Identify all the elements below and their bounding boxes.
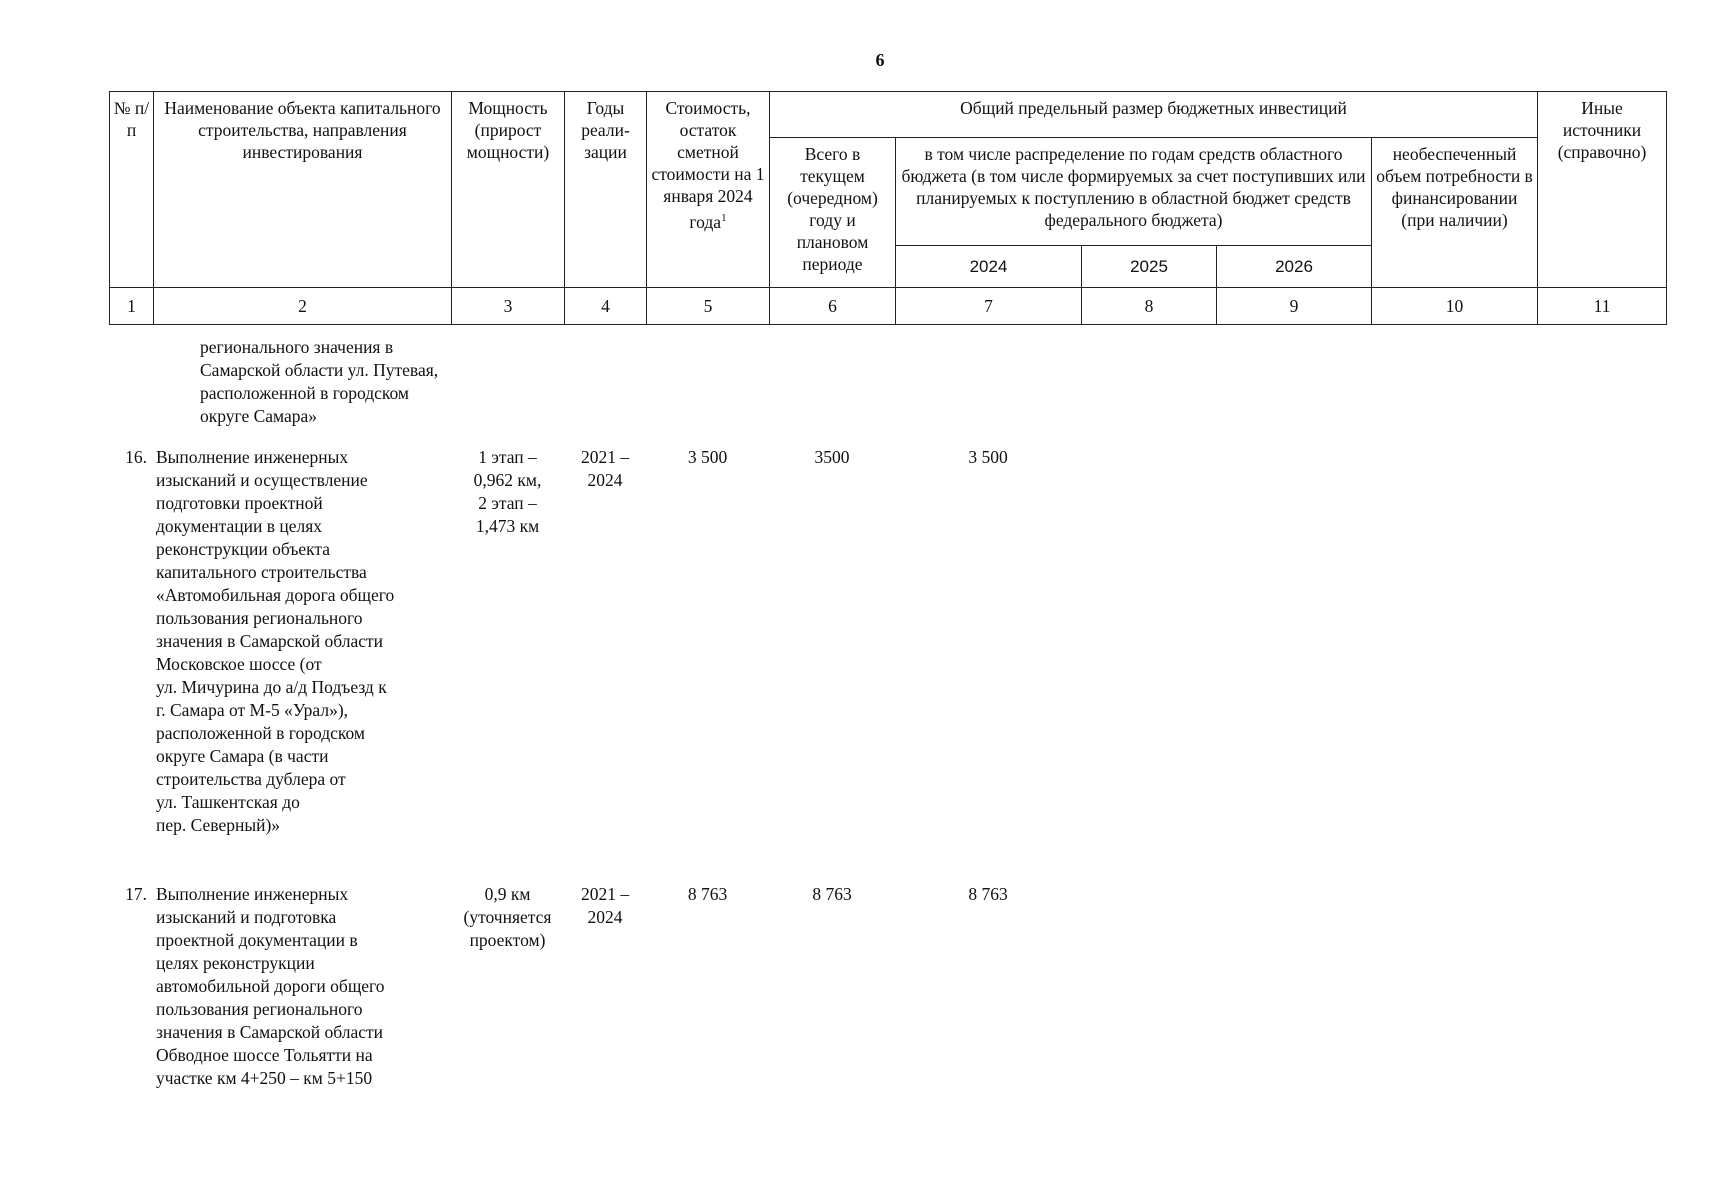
name-line: целях реконструкции [156, 953, 315, 973]
name-line: пер. Северный)» [156, 815, 281, 835]
header-year-2026: 2026 [1217, 246, 1372, 288]
row-years [564, 446, 646, 837]
table-row [109, 336, 1666, 428]
years-line: 2021 – [580, 884, 630, 904]
name-line: пользования регионального [156, 999, 363, 1019]
header-col-total: Всего в текущем (очередном) году и плановом периоде [770, 138, 896, 288]
row-total: 8 763 [812, 884, 852, 904]
power-line: 2 этап – [478, 493, 537, 513]
column-number: 4 [565, 288, 647, 325]
name-line: подготовки проектной [156, 493, 323, 513]
column-number: 11 [1538, 288, 1667, 325]
row-name [153, 446, 451, 837]
name-line: «Автомобильная дорога общего [156, 585, 395, 605]
row-number: 17. [125, 884, 147, 904]
header-col-unfunded: необеспеченный объем потребности в финансировании (при наличии) [1372, 138, 1538, 288]
header-col-cost-text: Стоимость, остаток сметной стоимости на 1 января 2024 года [651, 98, 765, 232]
column-number: 5 [647, 288, 770, 325]
name-line: капитального строительства [156, 562, 367, 582]
footnote-marker: 1 [721, 212, 727, 224]
name-line: значения в Самарской области [156, 1022, 383, 1042]
name-line: реконструкции объекта [156, 539, 331, 559]
header-col-years: Годы реали-зации [565, 92, 647, 288]
years-line: 2021 – [580, 447, 630, 467]
power-line: 1,473 км [475, 516, 540, 536]
name-line: пользования регионального [156, 608, 363, 628]
name-line: Московское шоссе (от [156, 654, 322, 674]
name-line: документации в целях [156, 516, 323, 536]
name-line: округе Самара» [200, 406, 318, 426]
name-line: проектной документации в [156, 930, 358, 950]
name-line: расположенной в городском [156, 723, 365, 743]
table-body [109, 336, 1666, 1090]
header-year-2024: 2024 [896, 246, 1082, 288]
row-total: 3500 [814, 447, 850, 467]
column-number: 7 [896, 288, 1082, 325]
column-number: 9 [1217, 288, 1372, 325]
power-line: 0,9 км [484, 884, 531, 904]
name-line: расположенной в городском [200, 383, 409, 403]
name-line: значения в Самарской области [156, 631, 383, 651]
name-line: г. Самара от М-5 «Урал»), [156, 700, 349, 720]
power-line: 0,962 км, [473, 470, 542, 490]
header-col-other: Иные источники (справочно) [1538, 92, 1667, 288]
name-line: участке км 4+250 – км 5+150 [156, 1068, 373, 1088]
name-line: ул. Ташкентская до [156, 792, 300, 812]
header-col-budget: Общий предельный размер бюджетных инвестиций [770, 92, 1538, 138]
name-line: Выполнение инженерных [156, 447, 349, 467]
row-name [153, 883, 451, 1090]
name-line: ул. Мичурина до а/д Подъезд к [156, 677, 387, 697]
header-year-2025: 2025 [1082, 246, 1217, 288]
row-name [153, 336, 564, 428]
header-col-name: Наименование объекта капитального строительства, направления инвестирования [154, 92, 452, 288]
name-line: изысканий и осуществление [156, 470, 368, 490]
column-number: 2 [154, 288, 452, 325]
name-line: Самарской области ул. Путевая, [200, 360, 439, 380]
column-number: 8 [1082, 288, 1217, 325]
name-line: Обводное шоссе Тольятти на [156, 1045, 373, 1065]
row-years [564, 883, 646, 1090]
name-line: автомобильной дороги общего [156, 976, 385, 996]
header-col-cost [647, 92, 770, 288]
row-cost: 3 500 [687, 447, 728, 467]
row-cost: 8 763 [687, 884, 728, 904]
table-row [109, 446, 1666, 837]
table-row [109, 883, 1666, 1090]
column-number: 6 [770, 288, 896, 325]
name-line: строительства дублера от [156, 769, 346, 789]
column-number: 3 [452, 288, 565, 325]
name-line: Выполнение инженерных [156, 884, 349, 904]
header-col-distribution: в том числе распределение по годам средств областного бюджета (в том числе формируемых за счет поступивших или планируемых к поступлению в областной бюджет средств федерального бюджета) [896, 138, 1372, 246]
name-line: округе Самара (в части [156, 746, 329, 766]
power-line: (уточняется [463, 907, 552, 927]
name-line: изысканий и подготовка [156, 907, 337, 927]
column-number: 1 [110, 288, 154, 325]
table-header [109, 91, 1667, 325]
row-2024: 8 763 [968, 884, 1008, 904]
power-line: проектом) [469, 930, 546, 950]
years-line: 2024 [587, 470, 623, 490]
row-number: 16. [125, 447, 147, 467]
row-2024: 3 500 [968, 447, 1008, 467]
name-line: регионального значения в [200, 337, 394, 357]
power-line: 1 этап – [478, 447, 537, 467]
row-power [451, 446, 564, 837]
page-number: 6 [875, 50, 885, 70]
header-col-num: № п/п [110, 92, 154, 288]
header-col-power: Мощность (прирост мощности) [452, 92, 565, 288]
years-line: 2024 [587, 907, 623, 927]
row-power [451, 883, 564, 1090]
column-number: 10 [1372, 288, 1538, 325]
